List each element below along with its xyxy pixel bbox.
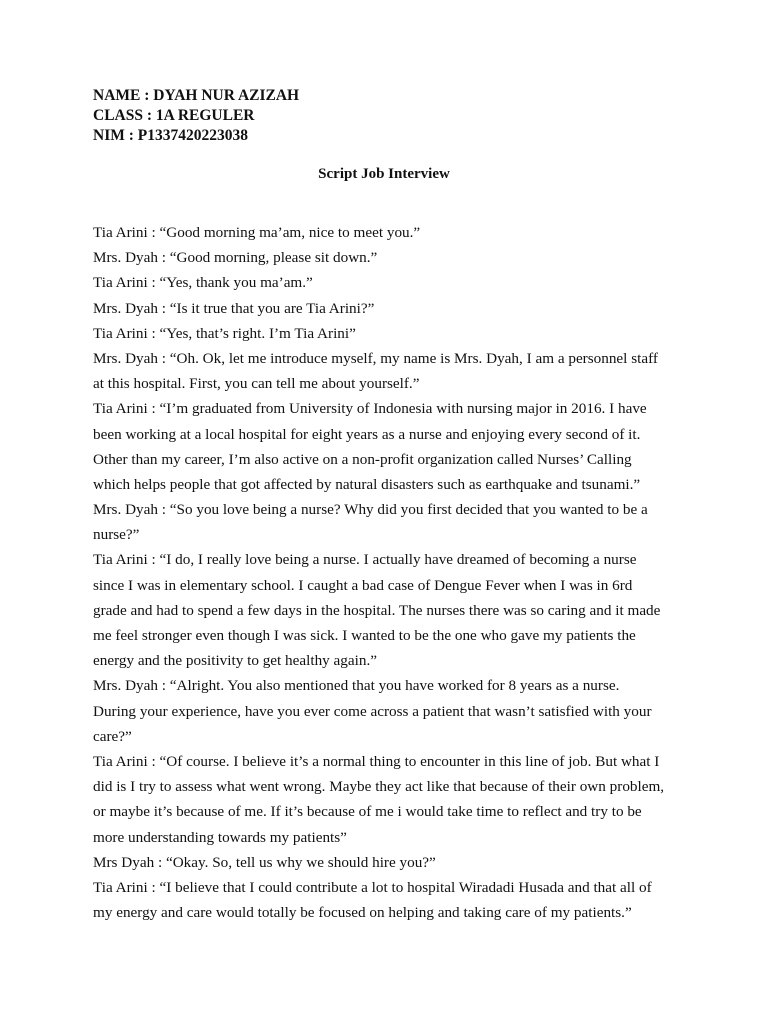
student-nim: NIM : P1337420223038 (93, 127, 248, 144)
script-line: or maybe it’s because of me. If it’s because of me i would take time to reflect and try to be (93, 803, 642, 821)
student-class: CLASS : 1A REGULER (93, 107, 255, 124)
script-line: Mrs. Dyah : “Good morning, please sit down.” (93, 249, 378, 267)
script-line: been working at a local hospital for eight years as a nurse and enjoying every second of it. (93, 425, 641, 443)
script-line: Other than my career, I’m also active on a non-profit organization called Nurses’ Calling (93, 450, 632, 468)
script-line: did is I try to assess what went wrong. Maybe they act like that because of their own problem, (93, 778, 665, 796)
script-line: more understanding towards my patients” (93, 828, 347, 846)
script-line: nurse?” (93, 526, 140, 544)
script-line: Tia Arini : “I do, I really love being a nurse. I actually have dreamed of becoming a nurse (93, 551, 637, 569)
script-line: since I was in elementary school. I caught a bad case of Dengue Fever when I was in 6rd (93, 576, 633, 594)
script-line: care?” (93, 727, 132, 745)
script-line: Mrs. Dyah : “Alright. You also mentioned that you have worked for 8 years as a nurse. (93, 677, 620, 695)
document-title: Script Job Interview (318, 166, 450, 182)
script-line: Tia Arini : “I’m graduated from University of Indonesia with nursing major in 2016. I have (93, 400, 647, 418)
script-line: Tia Arini : “Good morning ma’am, nice to meet you.” (93, 224, 421, 241)
script-line: Tia Arini : “Yes, thank you ma’am.” (93, 274, 313, 292)
script-line: my energy and care would totally be focused on helping and taking care of my patients.” (93, 904, 632, 922)
script-line: me feel stronger even though I was sick. I wanted to be the one who gave my patients the (93, 627, 636, 644)
student-info-header (93, 86, 299, 146)
script-line: at this hospital. First, you can tell me about yourself.” (93, 375, 420, 393)
script-line: which helps people that got affected by natural disasters such as earthquake and tsunami.” (93, 475, 641, 493)
script-line: Mrs. Dyah : “So you love being a nurse? Why did you first decided that you wanted to be a (93, 501, 648, 519)
script-line: grade and had to spend a few days in the hospital. The nurses there was so caring and it made (93, 601, 661, 619)
script-line: Tia Arini : “I believe that I could contribute a lot to hospital Wiradadi Husada and that all of (93, 878, 652, 896)
interview-script (93, 220, 673, 925)
script-line: Mrs Dyah : “Okay. So, tell us why we should hire you?” (93, 853, 436, 871)
student-name: NAME : DYAH NUR AZIZAH (93, 87, 300, 104)
script-line: Mrs. Dyah : “Is it true that you are Tia Arini?” (93, 299, 375, 317)
script-line: energy and the positivity to get healthy again.” (93, 652, 377, 670)
script-line: Tia Arini : “Yes, that’s right. I’m Tia Arini” (93, 324, 356, 342)
script-line: Tia Arini : “Of course. I believe it’s a normal thing to encounter in this line of job. But what I (93, 752, 660, 770)
script-line: During your experience, have you ever come across a patient that wasn’t satisfied with your (93, 702, 652, 720)
script-line: Mrs. Dyah : “Oh. Ok, let me introduce myself, my name is Mrs. Dyah, I am a personnel staff (93, 349, 658, 367)
